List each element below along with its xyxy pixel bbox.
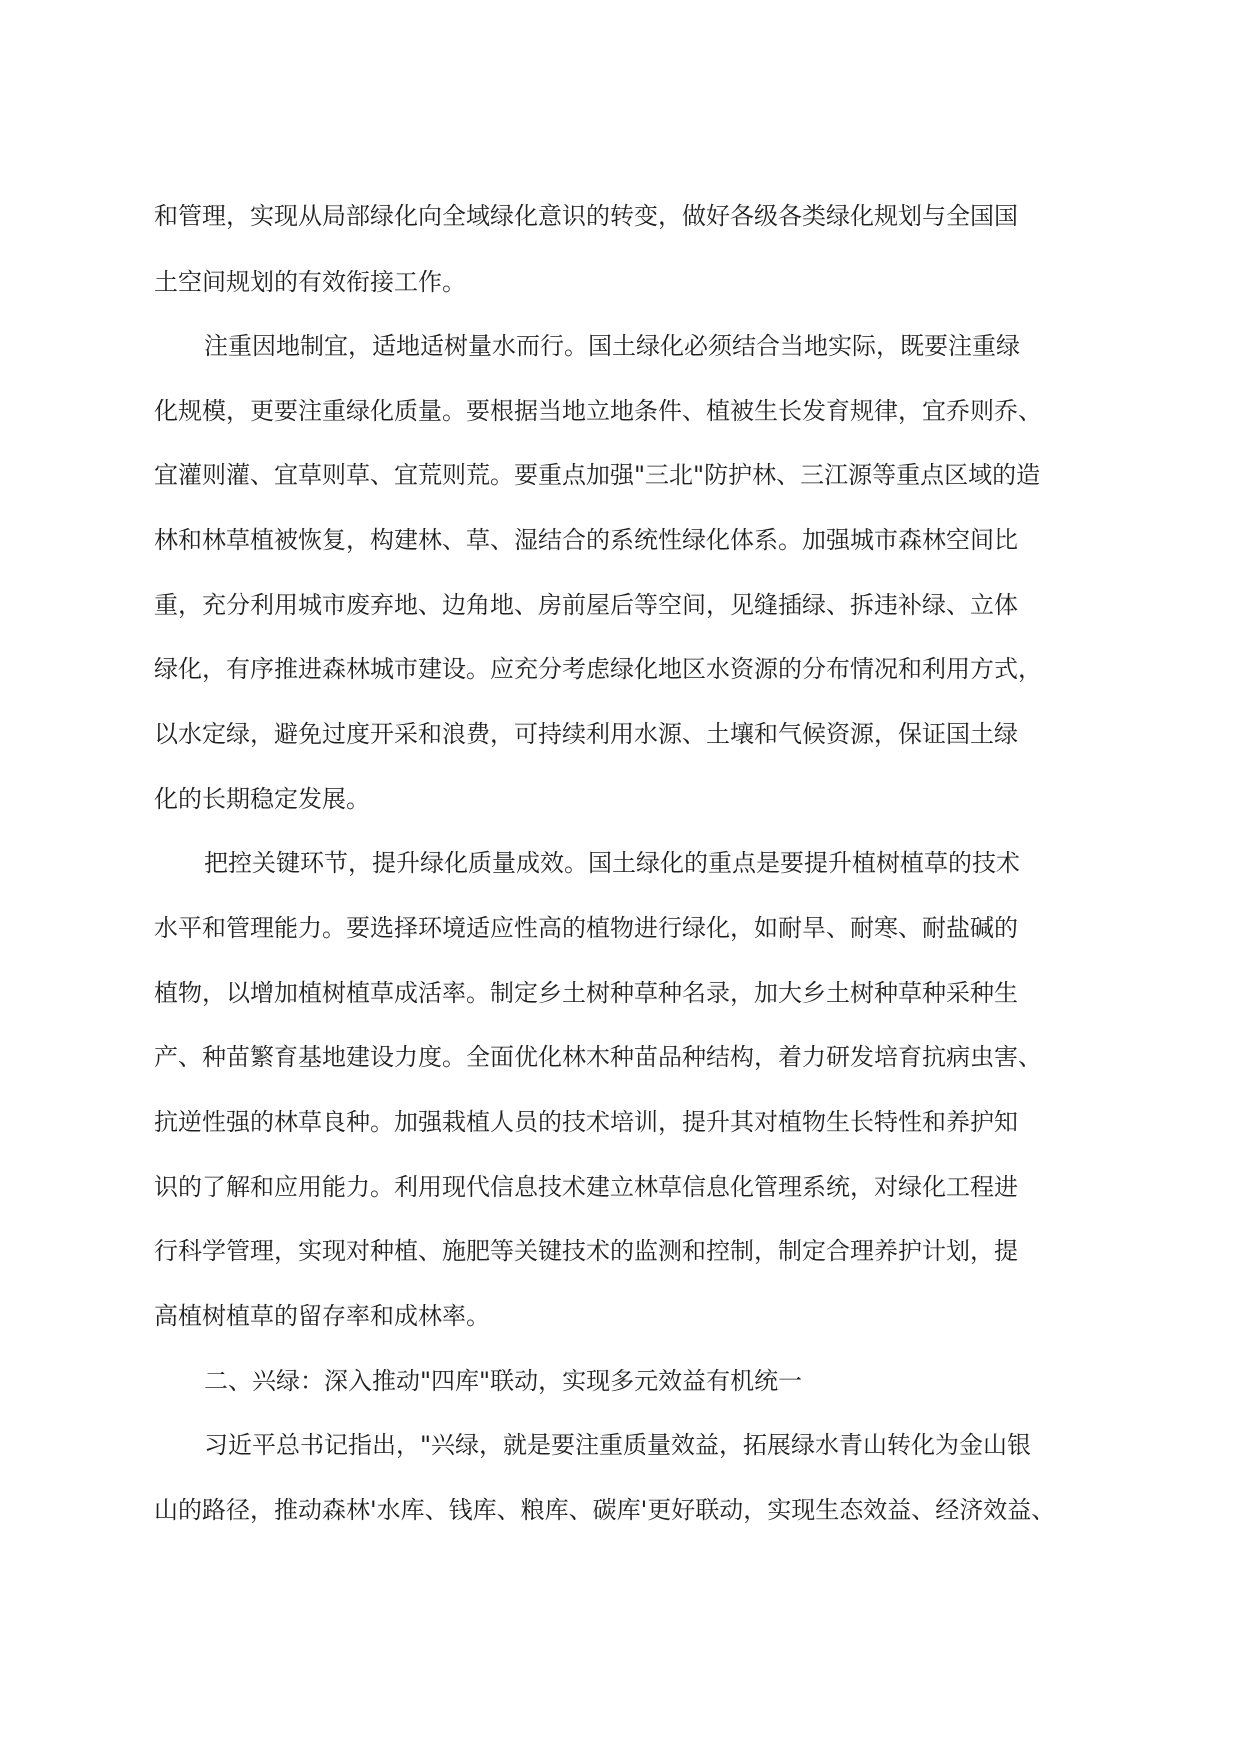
- text-line: 产、种苗繁育基地建设力度。全面优化林木种苗品种结构，着力研发培育抗病虫害、: [154, 1043, 1042, 1071]
- text-line: 重，充分利用城市废弃地、边角地、房前屋后等空间，见缝插绿、拆违补绿、立体: [154, 591, 1018, 619]
- paragraph-start-line: 把控关键环节，提升绿化质量成效。国土绿化的重点是要提升植树植草的技术: [204, 849, 1020, 877]
- paragraph-start-line: 注重因地制宜，适地适树量水而行。国土绿化必须结合当地实际，既要注重绿: [204, 332, 1020, 360]
- text-line: 山的路径，推动森林'水库、钱库、粮库、碳库'更好联动，实现生态效益、经济效益、: [154, 1496, 1056, 1524]
- paragraph-start-line: 习近平总书记指出，"兴绿，就是要注重质量效益，拓展绿水青山转化为金山银: [204, 1431, 1032, 1459]
- text-line: 宜灌则灌、宜草则草、宜荒则荒。要重点加强"三北"防护林、三江源等重点区域的造: [154, 461, 1041, 489]
- text-line: 行科学管理，实现对种植、施肥等关键技术的监测和控制，制定合理养护计划，提: [154, 1237, 1018, 1265]
- text-line: 抗逆性强的林草良种。加强栽植人员的技术培训，提升其对植物生长特性和养护知: [154, 1108, 1018, 1136]
- text-line: 水平和管理能力。要选择环境适应性高的植物进行绿化，如耐旱、耐寒、耐盐碱的: [154, 914, 1018, 942]
- text-line: 高植树植草的留存率和成林率。: [154, 1302, 490, 1330]
- text-line: 识的了解和应用能力。利用现代信息技术建立林草信息化管理系统，对绿化工程进: [154, 1173, 1018, 1201]
- text-line: 林和林草植被恢复，构建林、草、湿结合的系统性绿化体系。加强城市森林空间比: [154, 526, 1018, 554]
- text-line: 和管理，实现从局部绿化向全域绿化意识的转变，做好各级各类绿化规划与全国国: [154, 202, 1018, 230]
- text-line: 土空间规划的有效衔接工作。: [154, 268, 466, 296]
- text-line: 化规模，更要注重绿化质量。要根据当地立地条件、植被生长发育规律，宜乔则乔、: [154, 397, 1042, 425]
- text-line: 化的长期稳定发展。: [154, 785, 370, 813]
- text-line: 绿化，有序推进森林城市建设。应充分考虑绿化地区水资源的分布情况和利用方式，: [154, 655, 1042, 683]
- text-line: 以水定绿，避免过度开采和浪费，可持续利用水源、土壤和气候资源，保证国土绿: [154, 720, 1018, 748]
- text-line: 植物，以增加植树植草成活率。制定乡土树种草种名录，加大乡土树种草种采种生: [154, 979, 1018, 1007]
- section-heading: 二、兴绿：深入推动"四库"联动，实现多元效益有机统一: [204, 1367, 803, 1395]
